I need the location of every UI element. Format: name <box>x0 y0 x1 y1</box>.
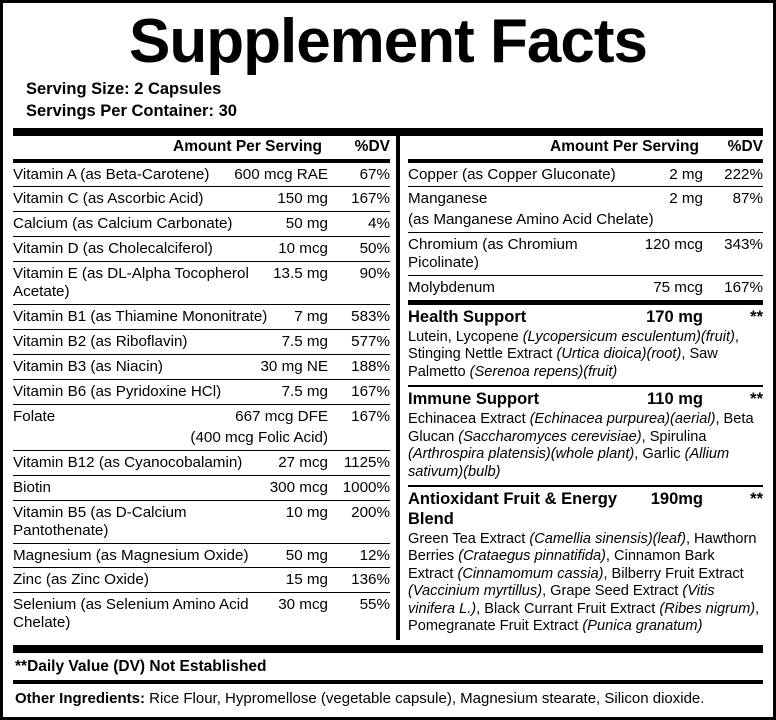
daily-value-footnote: **Daily Value (DV) Not Established <box>15 657 267 675</box>
nutrient-amount: 120 mcg <box>644 236 703 254</box>
nutrient-dv: 50% <box>359 240 390 258</box>
table-row <box>13 500 390 543</box>
blend-header <box>408 387 763 411</box>
nutrient-amount: 75 mcg <box>653 279 703 297</box>
divider-above-footnote <box>13 645 763 653</box>
nutrient-dv: 167% <box>351 407 390 425</box>
left-amount-per-serving-header: Amount Per Serving <box>173 137 322 155</box>
nutrient-dv: 1125% <box>343 453 390 471</box>
nutrient-dv: 343% <box>724 236 763 254</box>
nutrient-dv: 1000% <box>342 478 390 496</box>
serving-size-label: Serving Size: <box>26 80 130 98</box>
nutrient-amount: 667 mcg DFE <box>235 407 328 425</box>
nutrient-name: Vitamin B5 (as D-Calcium Pantothenate) <box>13 503 187 539</box>
nutrient-dv: 136% <box>351 571 390 589</box>
nutrient-name: Zinc (as Zinc Oxide) <box>13 571 149 589</box>
nutrient-dv: 167% <box>351 190 390 208</box>
nutrient-dv: 4% <box>368 215 390 233</box>
nutrient-name: Magnesium (as Magnesium Oxide) <box>13 546 249 564</box>
nutrient-name: Vitamin D (as Cholecalciferol) <box>13 240 213 258</box>
nutrient-amount: 2 mg <box>669 165 703 183</box>
left-nutrient-list <box>13 163 390 636</box>
blend-ingredients: Green Tea Extract (Camellia sinensis)(leaf), Hawthorn Berries (Crataegus pinnatifida), Cinnamon Bark Extract (Cinnamomum cassia), Bilberry Fruit Extract (Vaccinium myrtillus), Grape Seed Extract (Vitis vinifera L.), Black Currant Fruit Extract (Ribes nigrum), Pomegranate Fruit Extract (Punica granatum) <box>408 530 760 635</box>
left-column <box>13 136 396 640</box>
blend-name: Immune Support <box>408 390 540 409</box>
divider-top <box>13 128 763 136</box>
blend-amount: 190mg <box>650 490 703 509</box>
nutrient-amount: 30 mg NE <box>260 358 328 376</box>
blend-name: Antioxidant Fruit & Energy Blend <box>408 490 618 529</box>
nutrient-name: Molybdenum <box>408 279 495 297</box>
nutrient-dv: 577% <box>351 333 390 351</box>
nutrient-amount: 300 mcg <box>269 478 328 496</box>
table-row <box>13 404 390 429</box>
nutrient-amount: 7.5 mg <box>281 333 328 351</box>
right-dv-header: %DV <box>727 137 763 155</box>
table-row <box>13 329 390 354</box>
nutrient-name: Vitamin E (as DL-Alpha Tocopherol Acetate) <box>13 265 249 301</box>
nutrient-name: Vitamin A (as Beta-Carotene) <box>13 165 210 183</box>
blend-dv: ** <box>750 490 763 509</box>
right-amount-per-serving-header: Amount Per Serving <box>550 137 699 155</box>
nutrient-amount: 27 mcg <box>278 453 328 471</box>
nutrient-name: Calcium (as Calcium Carbonate) <box>13 215 233 233</box>
table-row <box>408 163 763 187</box>
nutrient-amount: 15 mg <box>285 571 328 589</box>
table-row <box>13 261 390 304</box>
nutrient-name: Manganese <box>408 190 488 208</box>
nutrient-dv: 167% <box>351 382 390 400</box>
table-row <box>408 275 763 300</box>
column-divider <box>396 136 400 640</box>
nutrient-name: Biotin <box>13 478 51 496</box>
table-row <box>13 186 390 211</box>
table-row <box>408 232 763 275</box>
table-row <box>13 379 390 404</box>
table-row <box>13 163 390 187</box>
left-dv-header: %DV <box>354 137 390 155</box>
nutrient-dv: 67% <box>359 165 390 183</box>
nutrient-dv: 167% <box>724 279 763 297</box>
table-row <box>13 567 390 592</box>
nutrient-amount: 600 mcg RAE <box>234 165 328 183</box>
blend-header <box>408 305 763 329</box>
left-column-header <box>13 136 390 159</box>
nutrient-dv: 55% <box>359 596 390 614</box>
nutrient-amount: 7 mg <box>294 308 328 326</box>
nutrient-name: Folate <box>13 407 56 425</box>
table-row <box>13 450 390 475</box>
other-ingredients-label: Other Ingredients: <box>15 689 146 707</box>
nutrient-name: Vitamin B2 (as Riboflavin) <box>13 333 188 351</box>
blend-ingredients: Echinacea Extract (Echinacea purpurea)(aerial), Beta Glucan (Saccharomyces cerevisiae), Spirulina (Arthrospira platensis)(whole plant), Garlic (Allium sativum)(bulb) <box>408 411 754 480</box>
nutrient-dv: 87% <box>732 190 763 208</box>
nutrient-name: Selenium (as Selenium Amino Acid Chelate) <box>13 596 249 632</box>
nutrient-name: Chromium (as Chromium Picolinate) <box>408 236 578 272</box>
table-row <box>13 592 390 635</box>
table-row <box>13 543 390 568</box>
servings-per-container-value: 30 <box>213 101 237 120</box>
nutrient-amount: 13.5 mg <box>273 265 328 283</box>
blend-dv: ** <box>750 390 763 409</box>
nutrient-subnote: (as Manganese Amino Acid Chelate) <box>408 211 654 229</box>
blend-amount: 110 mg <box>647 390 703 409</box>
other-ingredients-value: Rice Flour, Hypromellose (vegetable capsule), Magnesium stearate, Silicon dioxide. <box>145 689 705 707</box>
table-row <box>13 211 390 236</box>
serving-info <box>13 79 763 123</box>
serving-size-line <box>26 79 763 101</box>
nutrient-name: Vitamin B6 (as Pyridoxine HCl) <box>13 382 222 400</box>
blend-name: Health Support <box>408 308 527 327</box>
nutrient-amount: 150 mg <box>277 190 328 208</box>
servings-per-container-label: Servings Per Container: <box>26 101 214 120</box>
nutrient-name: Vitamin B12 (as Cyanocobalamin) <box>13 453 243 471</box>
blend-ingredients: Lutein, Lycopene (Lycopersicum esculentum)(fruit), Stinging Nettle Extract (Urtica dioica)(root), Saw Palmetto (Serenoa repens)(fruit) <box>408 328 739 380</box>
nutrient-name: Vitamin C (as Ascorbic Acid) <box>13 190 204 208</box>
table-row <box>13 236 390 261</box>
blend-amount: 170 mg <box>646 308 703 327</box>
right-column-header <box>408 136 763 159</box>
nutrient-amount: 10 mcg <box>278 240 328 258</box>
facts-columns <box>13 136 763 640</box>
blend-dv: ** <box>750 308 763 327</box>
nutrient-subnote: (400 mcg Folic Acid) <box>190 428 328 446</box>
blend-header <box>408 487 763 531</box>
nutrient-amount: 50 mg <box>285 546 328 564</box>
nutrient-amount: 7.5 mg <box>281 382 328 400</box>
nutrient-amount: 30 mcg <box>278 596 328 614</box>
nutrient-dv: 90% <box>359 265 390 283</box>
nutrient-dv: 222% <box>724 165 763 183</box>
nutrient-amount: 2 mg <box>669 190 703 208</box>
right-nutrient-list <box>408 163 763 301</box>
nutrient-amount: 50 mg <box>285 215 328 233</box>
nutrient-dv: 188% <box>351 358 390 376</box>
table-row <box>408 186 763 211</box>
nutrient-name: Vitamin B1 (as Thiamine Mononitrate) <box>13 308 268 326</box>
blend-list <box>408 300 763 640</box>
nutrient-name: Vitamin B3 (as Niacin) <box>13 358 163 376</box>
table-row <box>13 304 390 329</box>
page-title: Supplement Facts <box>129 7 647 76</box>
nutrient-name: Copper (as Copper Gluconate) <box>408 165 616 183</box>
nutrient-amount: 10 mg <box>285 503 328 521</box>
nutrient-dv: 12% <box>359 546 390 564</box>
servings-per-container-line <box>26 101 763 123</box>
serving-size-value: 2 Capsules <box>129 80 222 98</box>
table-row <box>13 354 390 379</box>
right-column <box>402 136 763 640</box>
nutrient-dv: 583% <box>351 308 390 326</box>
other-ingredients <box>13 684 763 709</box>
table-row <box>13 475 390 500</box>
nutrient-dv: 200% <box>351 503 390 521</box>
